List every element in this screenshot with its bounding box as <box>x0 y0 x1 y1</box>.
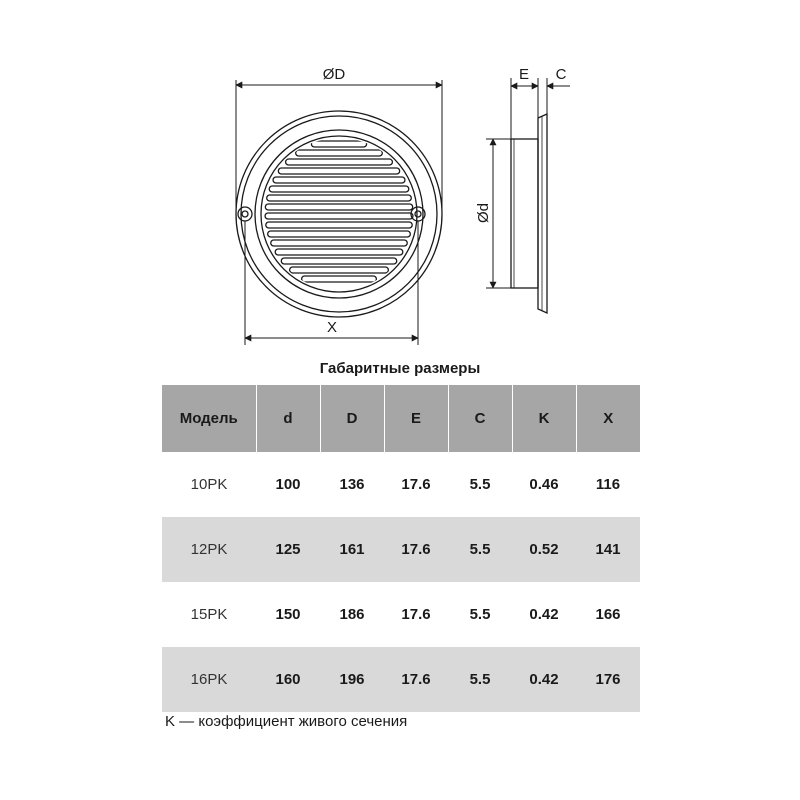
table-row <box>162 647 640 712</box>
depth-c-label: C <box>555 66 567 83</box>
header-outer-d: D <box>320 385 384 452</box>
flange-profile <box>538 114 547 313</box>
cell-d: 125 <box>275 541 301 558</box>
cell-c: 5.5 <box>469 671 491 688</box>
cell-c: 5.5 <box>469 606 491 623</box>
cell-x: 141 <box>595 541 621 558</box>
louver-slat <box>268 231 411 237</box>
technical-drawing <box>0 0 800 360</box>
louver-slat <box>302 276 377 282</box>
cell-e: 17.6 <box>401 671 431 688</box>
louver-slat <box>269 186 409 192</box>
cell-d: 100 <box>275 476 301 493</box>
cell-k: 0.52 <box>529 541 559 558</box>
cell-c: 5.5 <box>469 541 491 558</box>
table-row <box>162 582 640 647</box>
cell-outer-d: 196 <box>339 671 365 688</box>
louver-slat <box>271 240 407 246</box>
cell-model: 16PK <box>190 671 228 688</box>
cell-c: 5.5 <box>469 476 491 493</box>
header-x: X <box>576 385 640 452</box>
cell-x: 166 <box>595 606 621 623</box>
cell-x: 116 <box>595 476 621 493</box>
cell-d: 150 <box>275 606 301 623</box>
cell-outer-d: 136 <box>339 476 365 493</box>
table-title: Габаритные размеры <box>319 360 481 377</box>
table-row <box>162 517 640 582</box>
header-k: K <box>512 385 576 452</box>
cell-k: 0.42 <box>529 606 559 623</box>
hole-spacing-label: X <box>326 319 338 336</box>
side-view <box>511 114 547 313</box>
cell-outer-d: 161 <box>339 541 365 558</box>
louver-slat <box>281 258 396 264</box>
header-model: Модель <box>179 410 238 427</box>
cell-e: 17.6 <box>401 606 431 623</box>
cell-model: 15PK <box>190 606 228 623</box>
cell-x: 176 <box>595 671 621 688</box>
header-e: E <box>384 385 448 452</box>
dimension-lines-side <box>486 78 570 288</box>
cell-e: 17.6 <box>401 541 431 558</box>
louver-slat <box>265 204 412 210</box>
louver-slat <box>267 195 412 201</box>
louver-slat <box>296 150 383 156</box>
duct-spigot <box>511 139 538 288</box>
dimensions-table <box>162 385 640 712</box>
table-row <box>162 452 640 517</box>
louver-slat <box>265 213 413 219</box>
cell-k: 0.42 <box>529 671 559 688</box>
front-view <box>236 111 442 317</box>
louver-slat <box>286 159 393 165</box>
louver-slat <box>278 168 399 174</box>
louvers <box>265 141 413 282</box>
header-c: C <box>448 385 512 452</box>
cell-model: 12PK <box>190 541 228 558</box>
mount-hole-left <box>238 207 252 221</box>
outer-diameter-label: ØD <box>322 66 346 83</box>
cell-k: 0.46 <box>529 476 559 493</box>
inner-diameter-label: Ød <box>475 202 492 224</box>
louver-slat <box>290 267 389 273</box>
footnote: K — коэффициент живого сечения <box>165 713 408 730</box>
louver-slat <box>266 222 412 228</box>
depth-e-label: E <box>518 66 530 83</box>
table-header-row <box>162 385 640 452</box>
header-d: d <box>256 385 320 452</box>
louver-slat <box>311 141 366 147</box>
louver-slat <box>273 177 405 183</box>
cell-outer-d: 186 <box>339 606 365 623</box>
louver-slat <box>275 249 403 255</box>
cell-e: 17.6 <box>401 476 431 493</box>
cell-model: 10PK <box>190 476 228 493</box>
cell-d: 160 <box>275 671 301 688</box>
